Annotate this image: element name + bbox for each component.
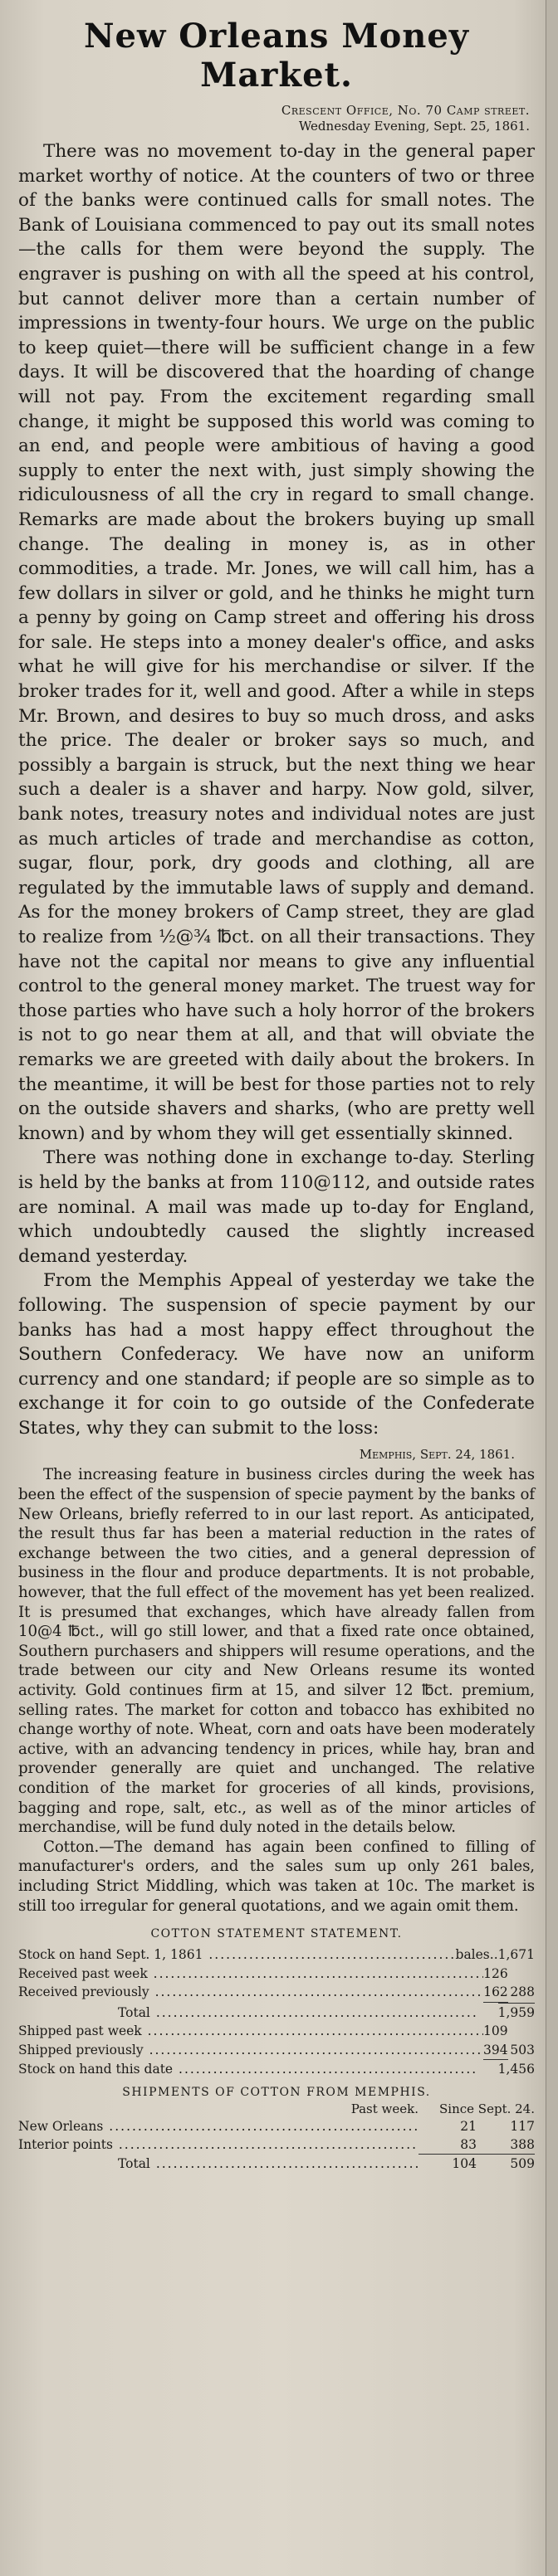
- shipments-header-past-week: Past week.: [350, 2101, 418, 2116]
- statement-value-1: 394: [483, 2041, 508, 2061]
- paragraph-memphis-intro: From the Memphis Appeal of yesterday we take the following. The suspension of specie payment by our banks has had a most happy effect throughout the Southern Confederacy. We have now an uniform currency and one standard; if people are so simple as to exchange it for coin to go outside of the Confederate States, why they can submit to the loss:: [18, 1270, 535, 1439]
- shipments-title: SHIPMENTS OF COTTON FROM MEMPHIS.: [122, 2085, 431, 2099]
- shipments-value-1: 21: [460, 2118, 477, 2134]
- dateline-office: Crescent Office, No. 70 Camp street.: [281, 103, 530, 118]
- statement-row: [18, 2022, 535, 2041]
- statement-value-2: 503: [510, 2042, 535, 2057]
- statement-label: Shipped previously .....: [18, 2041, 483, 2060]
- shipments-row: [18, 2117, 535, 2135]
- shipments-value-1: 104: [418, 2154, 477, 2173]
- statement-row: [18, 2041, 535, 2061]
- statement-label: Received previously .....: [18, 1983, 483, 2002]
- shipments-value-1: 83: [460, 2136, 477, 2152]
- statement-label: Stock on hand this date .....: [18, 2060, 476, 2079]
- statement-row: [18, 1965, 535, 1984]
- adjacent-column-edge: [546, 0, 558, 2576]
- shipments-header: [18, 2101, 535, 2117]
- statement-value-1: 162: [483, 1983, 508, 2003]
- masthead: New Orleans Money Market.: [83, 17, 470, 95]
- shipments-row: [18, 2135, 535, 2154]
- shipments-value-2: 509: [477, 2154, 535, 2173]
- statement-value-1: 109: [482, 2023, 508, 2039]
- statement-value-1: 126: [483, 1965, 508, 1981]
- shipments-label: New Orleans .....: [18, 2117, 418, 2135]
- memphis-dateline: Memphis, Sept. 24, 1861.: [359, 1447, 515, 1463]
- statement-label: Received past week .....: [18, 1965, 483, 1984]
- dateline: [18, 103, 530, 134]
- cotton-statement-table: [18, 1945, 535, 2079]
- shipments-header-since: Since Sept. 24.: [439, 2101, 535, 2116]
- paragraph-memphis-report: The increasing feature in business circles during the week has been the effect of the suspension of specie payment by the banks of New Orleans, briefly referred to in our last report. As anticipated, the result thus far has been a material reduction in the rates of exchange between the two cities, and a general depression of business in the flour and produce departments. It is not probable, however, that the full effect of the movement has yet been realized. It is presumed that exchanges, which have already fallen from 10@4 ℔ct., will go still lower, and that a fixed rate once obtained, Southern purchasers and shippers will resume operations, and the trade between our city and New Orleans resume its wonted activity. Gold continues firm at 15, and silver 12 ℔ct. premium, selling rates. The market for cotton and tobacco has exhibited no change worthy of note. Wheat, corn and oats have been moderately active, with an advancing tendency in prices, while hay, bran and provender generally are quiet and unchanged. The relative condition of the market for groceries of all kinds, provisions, bagging and rope, salt, etc., as well as of the minor articles of merchandise, will be fund duly noted in the details below.: [18, 1466, 535, 1837]
- statement-value-2: 288: [510, 1984, 535, 2000]
- statement-label: Stock on hand Sept. 1, 1861 .....: [18, 1945, 456, 1965]
- paragraph-money-market: There was no movement to-day in the general paper market worthy of notice. At the counters of two or three of the banks were continued calls for small notes. The Bank of Louisiana commenced to pay out its small notes—the calls for them were beyond the supply. The engraver is pushing on with all the speed at his control, but cannot deliver more than a certain number of impressions in twenty-four hours. We urge on the public to keep quiet—there will be sufficient change in a few days. It will be discovered that the hoarding of change will not pay. From the excitement regarding small change, it might be supposed this world was coming to an end, and people were ambitious of having a good supply to enter the next with, just simply showing the ridiculousness of all the cry in regard to small change. Remarks are made about the brokers buying up small change. The dealing in money is, as in other commodities, a trade. Mr. Jones, we will call him, has a few dollars in silver or gold, and he thinks he might turn a penny by going on Camp street and offering his dross for sale. He steps into a money dealer's office, and asks what he will give for his merchandise or silver. If the broker trades for it, well and good. After a while in steps Mr. Brown, and desires to buy so much dross, and asks the price. The dealer or broker says so much, and possibly a bargain is struck, but the next thing we hear such a dealer is a shaver and harpy. Now gold, silver, bank notes, treasury notes and individual notes are just as much articles of trade and merchandise as cotton, sugar, flour, pork, dry goods and clothing, all are regulated by the immutable laws of supply and demand. As for the money brokers of Camp street, they are glad to realize from ½@¾ ℔ct. on all their transactions. They have not the capital nor means to give any influential control to the general money market. The truest way for those parties who have such a holy horror of the brokers is not to go near them at all, and that will obviate the remarks we are greeted with daily about the brokers. In the meantime, it will be best for those parties not to rely on the outside shavers and sharks, (who are pretty well known) and by whom they will get essentially skinned.: [18, 141, 535, 1144]
- shipments-row: [18, 2154, 535, 2173]
- shipments-value-2: 117: [510, 2118, 535, 2134]
- statement-value-1: bales..: [455, 1947, 498, 1963]
- paragraph-cotton: Cotton.—The demand has again been confined to filling of manufacturer's orders, and the sales sum up only 261 bales, including Strict Middling, which was taken at 10c. The market is still too irregular for general quotations, and we again omit them.: [18, 1838, 535, 1915]
- statement-title: COTTON STATEMENT STATEMENT.: [150, 1927, 403, 1941]
- statement-label: Total .....: [18, 2004, 478, 2023]
- shipments-label: Interior points .....: [18, 2135, 418, 2154]
- statement-value-2: 1,671: [497, 1947, 535, 1963]
- shipments-table: [18, 2117, 535, 2173]
- statement-value-2: 1,959: [498, 2003, 535, 2023]
- statement-row: [18, 2060, 535, 2079]
- statement-value-2: 1,456: [497, 2062, 535, 2077]
- statement-row: [18, 1983, 535, 2003]
- paragraph-exchange: There was nothing done in exchange to-day. Sterling is held by the banks at from 110@112, and outside rates are nominal. A mail was made up to-day for England, which undoubtedly caused the slightly increased demand yesterday.: [18, 1147, 535, 1267]
- shipments-value-2: 388: [510, 2136, 535, 2152]
- statement-label: Shipped past week .....: [18, 2022, 483, 2041]
- shipments-label: Total .....: [18, 2155, 418, 2173]
- dateline-time: Wednesday Evening, Sept. 25, 1861.: [298, 119, 530, 134]
- statement-row: [18, 1945, 535, 1965]
- statement-row: [18, 2003, 535, 2023]
